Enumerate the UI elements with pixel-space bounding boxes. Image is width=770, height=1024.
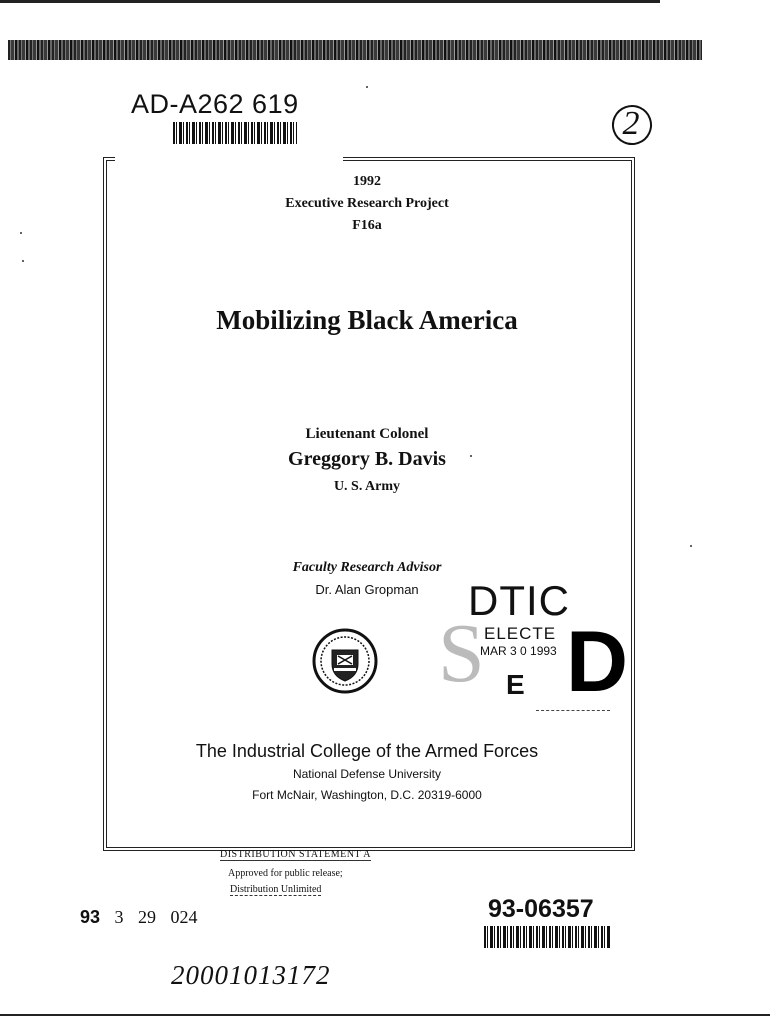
distribution-unlimited: Distribution Unlimited [230,884,322,895]
author-branch: U. S. Army [333,479,401,494]
accession-prefix: 93 [80,907,101,927]
institution-address: Fort McNair, Washington, D.C. 20319-6000 [252,788,482,802]
bottom-rule [0,1014,770,1016]
distribution-approved: Approved for public release; [228,868,343,879]
author-name: Greggory B. Davis [288,448,446,470]
circled-number-mark: 2 [610,103,652,145]
advisor-role: Faculty Research Advisor [292,560,442,575]
distribution-statement: DISTRIBUTION STATEMENT A [220,849,372,860]
top-rule [0,0,660,3]
ad-number: AD-A262 619 [131,89,299,119]
college-name: The Industrial College of the Armed Forces [195,741,539,761]
report-code: F16a [352,218,382,233]
accession-code-row [80,907,198,928]
author-rank: Lieutenant Colonel [305,426,429,442]
bottom-barcode [484,926,610,948]
advisor-name: Dr. Alan Gropman [315,582,419,597]
scan-noise-band [8,40,702,60]
report-title: Mobilizing Black America [216,305,518,335]
scan-speck [22,260,24,262]
scan-speck [20,232,22,234]
dtic-electe: ELECTE [484,624,557,643]
frame-gap [115,152,343,164]
dtic-stamp-letter-e: E [506,669,525,700]
scan-speck [690,545,692,547]
scan-speck [470,455,472,457]
dtic-underline [536,710,610,712]
ndu-seal-icon [312,628,378,694]
report-year: 1992 [353,174,381,189]
scan-speck [366,86,368,88]
dtic-stamp-letter-d: D [566,614,629,710]
document-number: 93-06357 [488,895,594,923]
dtic-logo: DTIC [468,577,570,624]
university-name: National Defense University [292,767,442,781]
dtic-stamp-letter-s: S [438,607,485,700]
dtic-date: MAR 3 0 1993 [480,644,557,658]
top-barcode [173,122,297,144]
handwritten-number: 20001013172 [171,960,331,990]
accession-code: 3 29 024 [114,907,198,927]
report-type: Executive Research Project [285,196,449,211]
